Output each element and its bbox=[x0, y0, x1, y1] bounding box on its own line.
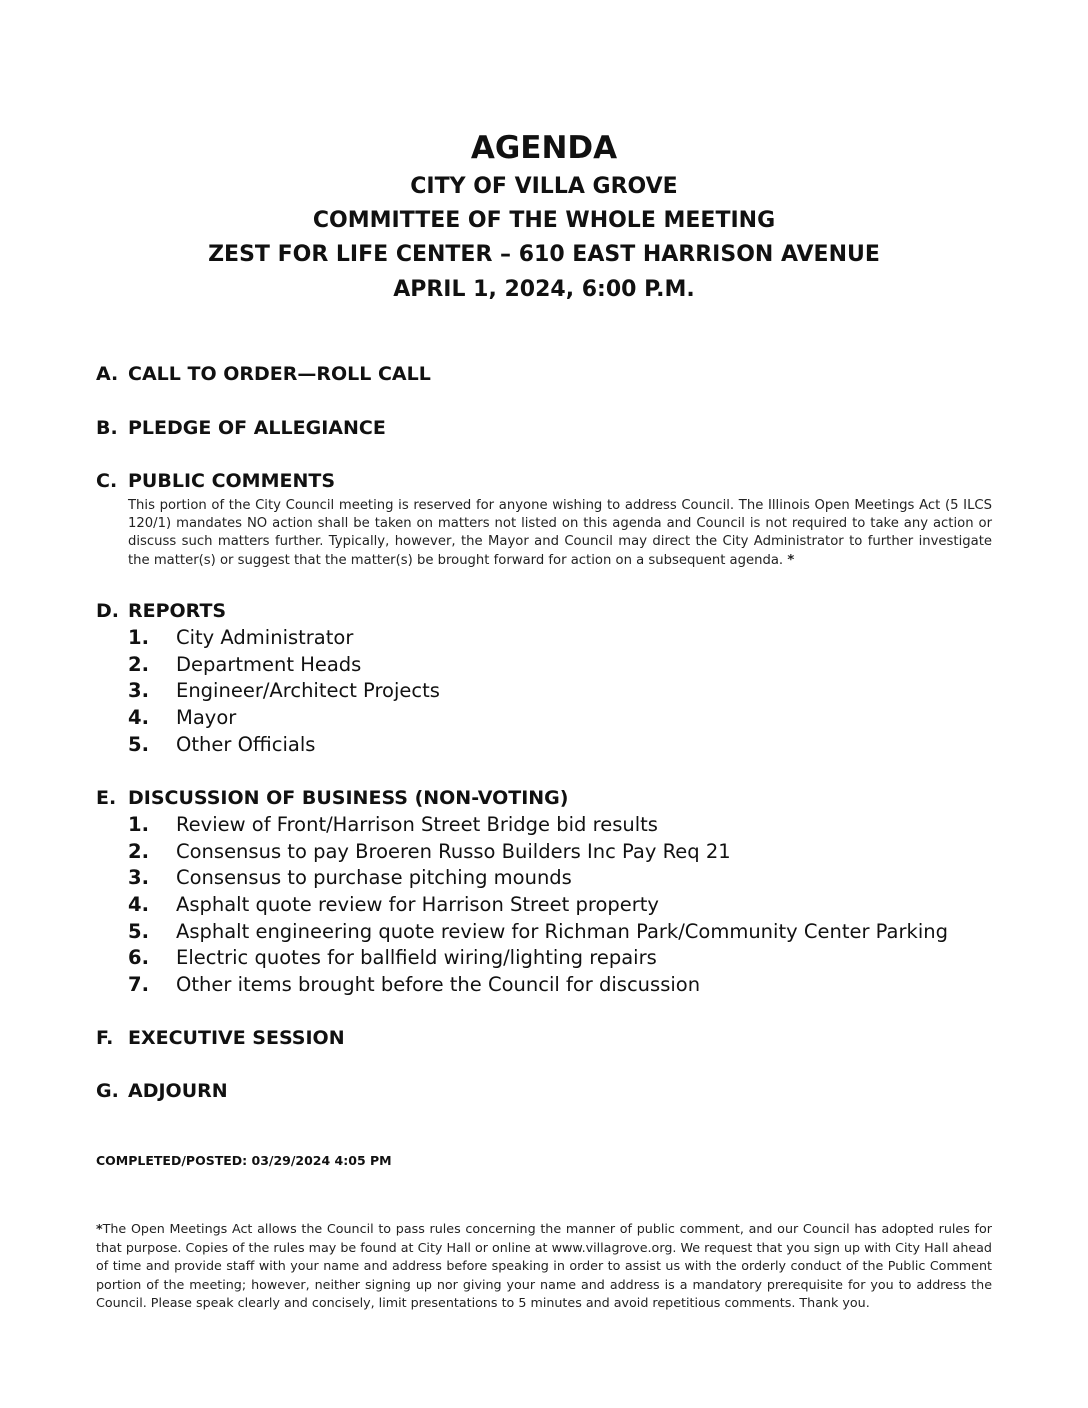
item-number: 4. bbox=[128, 706, 149, 730]
item-text: Electric quotes for ballfield wiring/lighting repairs bbox=[176, 946, 657, 970]
meeting-date-time: APRIL 1, 2024, 6:00 P.M. bbox=[393, 277, 695, 302]
public-comments-description bbox=[128, 497, 992, 570]
discussion-list bbox=[128, 812, 996, 999]
item-text: Engineer/Architect Projects bbox=[176, 679, 440, 703]
list-item bbox=[128, 839, 996, 866]
section-reports bbox=[96, 599, 996, 758]
item-text: Asphalt quote review for Harrison Street property bbox=[176, 893, 659, 917]
section-letter: G. bbox=[96, 1080, 119, 1102]
section-letter: A. bbox=[96, 363, 119, 385]
section-letter: B. bbox=[96, 417, 118, 439]
item-text: Other Officials bbox=[176, 732, 316, 756]
section-pledge bbox=[96, 416, 996, 440]
section-heading bbox=[96, 469, 996, 493]
list-item bbox=[128, 652, 996, 679]
list-item bbox=[128, 972, 996, 999]
reports-list bbox=[128, 625, 996, 758]
section-title: PUBLIC COMMENTS bbox=[128, 470, 336, 492]
item-text: Other items brought before the Council for discussion bbox=[176, 973, 701, 997]
section-title: EXECUTIVE SESSION bbox=[128, 1027, 345, 1049]
list-item bbox=[128, 892, 996, 919]
footnote-mark: * bbox=[787, 552, 795, 568]
item-number: 3. bbox=[128, 679, 149, 703]
item-text: Review of Front/Harrison Street Bridge bid results bbox=[176, 813, 658, 836]
meeting-location: ZEST FOR LIFE CENTER – 610 EAST HARRISON AVENUE bbox=[208, 242, 880, 267]
section-letter: D. bbox=[96, 600, 119, 622]
section-public-comments bbox=[96, 469, 996, 570]
section-heading bbox=[96, 416, 996, 440]
section-adjourn bbox=[96, 1079, 996, 1103]
list-item bbox=[128, 732, 996, 759]
description-text: This portion of the City Council meeting is reserved for anyone wishing to address Council. The Illinois Open Meetings Act (5 ILCS 120/1) mandates NO action shall be taken on matters not listed on this agenda and Council is not required to take any action or discuss such matters further. Typically, however, the Mayor and Council may direct the City Administrator to further investigate the matter(s) or suggest that the matter(s) be brought forward for action on a subsequent agenda. bbox=[128, 498, 992, 568]
list-item bbox=[128, 705, 996, 732]
section-call-to-order bbox=[96, 362, 996, 386]
item-number: 6. bbox=[128, 946, 149, 970]
section-letter: F. bbox=[96, 1027, 114, 1049]
section-title: ADJOURN bbox=[128, 1080, 228, 1102]
section-heading bbox=[96, 362, 996, 386]
item-text: Mayor bbox=[176, 706, 237, 730]
section-title: PLEDGE OF ALLEGIANCE bbox=[128, 417, 386, 439]
list-item bbox=[128, 625, 996, 652]
section-discussion-of-business bbox=[96, 786, 996, 999]
open-meetings-footnote bbox=[96, 1220, 992, 1313]
item-number: 5. bbox=[128, 732, 149, 756]
item-number: 2. bbox=[128, 839, 149, 863]
list-item bbox=[128, 919, 996, 946]
section-heading bbox=[96, 599, 996, 623]
item-number: 5. bbox=[128, 919, 149, 943]
item-number: 4. bbox=[128, 893, 149, 917]
item-text: City Administrator bbox=[176, 626, 354, 649]
section-letter: E. bbox=[96, 787, 117, 809]
city-name: CITY OF VILLA GROVE bbox=[410, 174, 678, 199]
list-item bbox=[128, 865, 996, 892]
section-executive-session bbox=[96, 1026, 996, 1050]
footnote-text: The Open Meetings Act allows the Council to pass rules concerning the manner of public comment, and our Council has adopted rules for that purpose. Copies of the rules may be found at City Hall or online at www.villagrove.org. We request that you sign up with City Hall ahead of time and provide staff with your name and address before speaking in order to assist us with the orderly conduct of the Public Comment portion of the meeting; however, neither signing up nor giving your name and address is a mandatory prerequisite for you to address the Council. Please speak clearly and concisely, limit presentations to 5 minutes and avoid repetitious comments. Thank you. bbox=[96, 1221, 992, 1311]
list-item bbox=[128, 812, 996, 839]
item-number: 1. bbox=[128, 813, 149, 836]
section-title: REPORTS bbox=[128, 600, 227, 622]
item-number: 7. bbox=[128, 973, 149, 997]
section-title: DISCUSSION OF BUSINESS (NON-VOTING) bbox=[128, 787, 569, 809]
item-number: 1. bbox=[128, 626, 149, 649]
section-heading bbox=[96, 1079, 996, 1103]
list-item bbox=[128, 678, 996, 705]
footnote-mark: * bbox=[96, 1221, 103, 1236]
section-title: CALL TO ORDER—ROLL CALL bbox=[128, 363, 431, 385]
section-heading bbox=[96, 786, 996, 810]
list-item bbox=[128, 945, 996, 972]
item-text: Consensus to pay Broeren Russo Builders Inc Pay Req 21 bbox=[176, 839, 731, 863]
completed-posted-timestamp: COMPLETED/POSTED: 03/29/2024 4:05 PM bbox=[96, 1153, 392, 1168]
item-text: Consensus to purchase pitching mounds bbox=[176, 866, 572, 890]
item-number: 3. bbox=[128, 866, 149, 890]
section-heading bbox=[96, 1026, 996, 1050]
item-number: 2. bbox=[128, 652, 149, 676]
agenda-title: AGENDA bbox=[470, 130, 618, 166]
item-text: Asphalt engineering quote review for Richman Park/Community Center Parking bbox=[176, 919, 948, 943]
meeting-name: COMMITTEE OF THE WHOLE MEETING bbox=[312, 208, 776, 233]
section-letter: C. bbox=[96, 470, 118, 492]
item-text: Department Heads bbox=[176, 652, 362, 676]
